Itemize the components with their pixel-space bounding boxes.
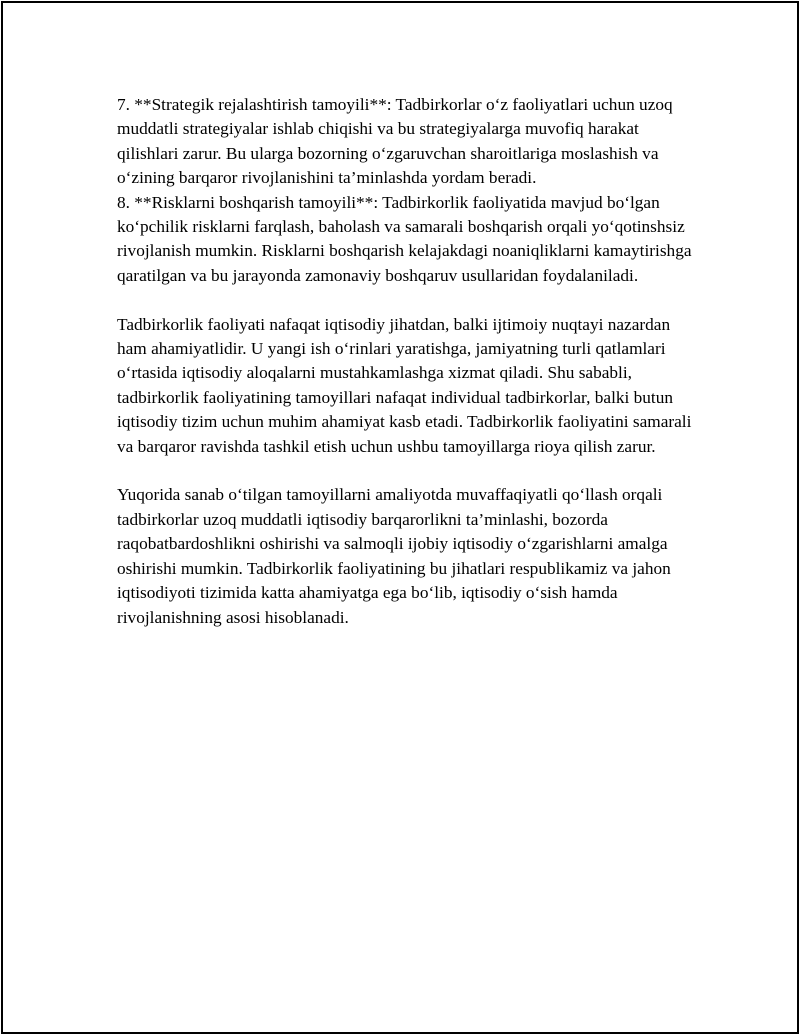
paragraph-spacer [117, 288, 692, 312]
body-paragraph-1: Tadbirkorlik faoliyati nafaqat iqtisodiy jihatdan, balki ijtimoiy nuqtayi nazardan ham ahamiyatlidir. U yangi ish o‘rinlari yaratishga, jamiyatning turli qatlamlari o‘rtasida iqtisodiy aloqalarni mustahkamlashga xizmat qiladi. Shu sababli, tadbirkorlik faoliyatining tamoyillari nafaqat individual tadbirkorlar, balki butun iqtisodiy tizim uchun muhim ahamiyat kasb etadi. Tadbirkorlik faoliyatini samarali va barqaror ravishda tashkil etish uchun ushbu tamoyillarga rioya qilish zarur. [117, 314, 692, 456]
paragraph-spacer [117, 459, 692, 483]
list-item-8: 8. **Risklarni boshqarish tamoyili**: Tadbirkorlik faoliyatida mavjud bo‘lgan ko‘pchilik risklarni farqlash, baholash va samarali boshqarish orqali yo‘qotinshsiz rivojlanish mumkin. Risklarni boshqarish kelajakdagi noaniqliklarni kamaytirishga qaratilgan va bu jarayonda zamonaviy boshqaruv usullaridan foydalaniladi. [117, 192, 692, 285]
document-body [117, 93, 692, 630]
body-paragraph-2: Yuqorida sanab o‘tilgan tamoyillarni amaliyotda muvaffaqiyatli qo‘llash orqali tadbirkorlar uzoq muddatli iqtisodiy barqarorlikni ta’minlashi, bozorda raqobatbardoshlikni oshirishi va salmoqli ijobiy iqtisodiy o‘zgarishlarni amalga oshirishi mumkin. Tadbirkorlik faoliyatining bu jihatlari respublikamiz va jahon iqtisodiyoti tizimida katta ahamiyatga ega bo‘lib, iqtisodiy o‘sish hamda rivojlanishning asosi hisoblanadi. [117, 485, 671, 627]
list-item-7: 7. **Strategik rejalashtirish tamoyili**: Tadbirkorlar o‘z faoliyatlari uchun uzoq muddatli strategiyalar ishlab chiqishi va bu strategiyalarga muvofiq harakat qilishlari zarur. Bu ularga bozorning o‘zgaruvchan sharoitlariga moslashish va o‘zining barqaror rivojlanishini ta’minlashda yordam beradi. [117, 95, 673, 188]
